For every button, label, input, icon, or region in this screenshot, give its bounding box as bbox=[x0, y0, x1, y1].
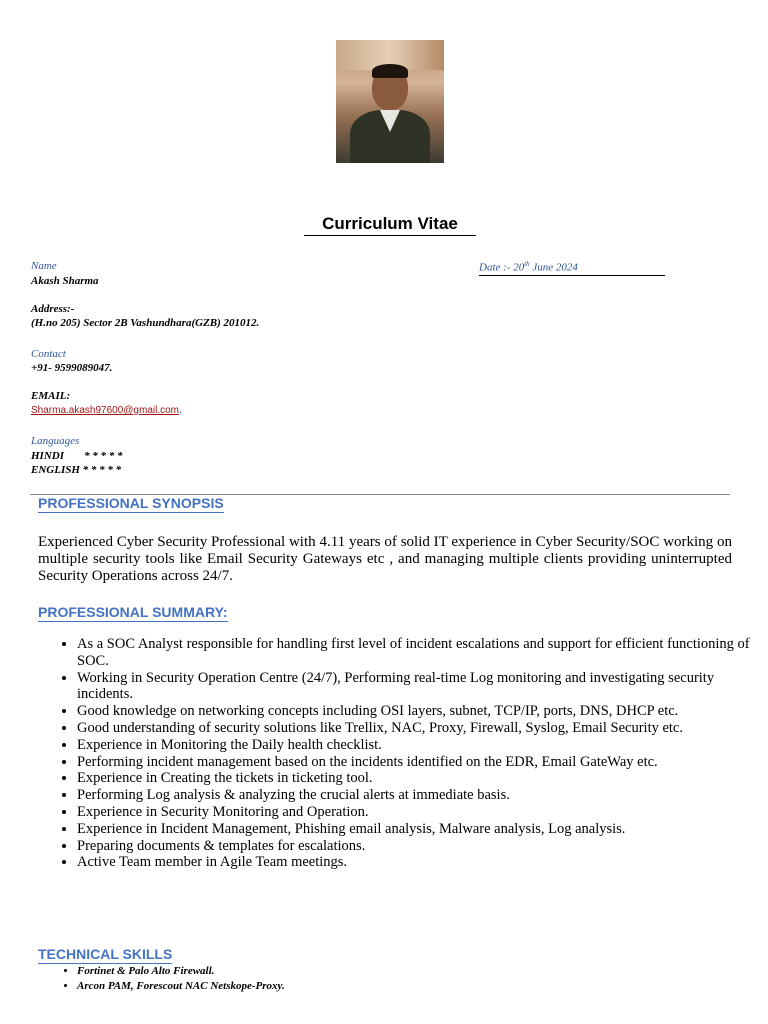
page-title: Curriculum Vitae bbox=[304, 214, 476, 236]
skills-heading: TECHNICAL SKILLS bbox=[38, 946, 173, 962]
list-item: • As a SOC Analyst responsible for handling first level of incident escalations and support for efficient functioning of SOC. bbox=[77, 636, 768, 670]
list-item: • Active Team member in Agile Team meetings. bbox=[77, 854, 768, 871]
list-item: • Experience in Monitoring the Daily health checklist. bbox=[77, 737, 768, 754]
language-item bbox=[31, 464, 121, 476]
address-label: Address:- bbox=[31, 303, 75, 315]
list-item: • Performing Log analysis & analyzing the crucial alerts at immediate basis. bbox=[77, 787, 768, 804]
address-value: (H.no 205) Sector 2B Vashundhara(GZB) 201012. bbox=[31, 317, 260, 329]
profile-photo bbox=[336, 40, 444, 163]
language-rating: * * * * * bbox=[84, 450, 123, 462]
language-item bbox=[31, 450, 123, 462]
language-name: ENGLISH bbox=[31, 464, 80, 476]
summary-list bbox=[38, 636, 768, 871]
name-label: Name bbox=[31, 260, 57, 272]
list-item: • Performing incident management based on the incidents identified on the EDR, Email GateWay etc. bbox=[77, 754, 768, 771]
list-item: • Arcon PAM, Forescout NAC Netskope-Proxy. bbox=[77, 979, 577, 994]
contact-value: +91- 9599089047. bbox=[31, 362, 113, 374]
list-item: • Good understanding of security solutions like Trellix, NAC, Proxy, Firewall, Syslog, Email Security etc. bbox=[77, 720, 768, 737]
date-rest: June 2024 bbox=[529, 261, 578, 274]
photo-hair bbox=[372, 64, 408, 78]
list-item: • Working in Security Operation Centre (24/7), Performing real-time Log monitoring and investigating security incidents. bbox=[77, 670, 768, 704]
skills-list bbox=[38, 964, 577, 994]
list-item: • Fortinet & Palo Alto Firewall. bbox=[77, 964, 577, 979]
languages-label: Languages bbox=[31, 435, 80, 447]
language-rating: * * * * * bbox=[82, 464, 122, 476]
email-suffix: . bbox=[179, 405, 182, 416]
email-link[interactable]: Sharma.akash97600@gmail.com bbox=[31, 405, 180, 416]
contact-label: Contact bbox=[31, 348, 66, 360]
list-item: • Experience in Creating the tickets in ticketing tool. bbox=[77, 770, 768, 787]
language-name: HINDI bbox=[31, 450, 65, 462]
date bbox=[479, 260, 665, 276]
list-item: • Preparing documents & templates for escalations. bbox=[77, 838, 768, 855]
list-item: • Experience in Incident Management, Phishing email analysis, Malware analysis, Log analysis. bbox=[77, 821, 768, 838]
name-value: Akash Sharma bbox=[31, 275, 99, 287]
email-label: EMAIL: bbox=[31, 390, 71, 402]
date-sup: th bbox=[524, 260, 530, 268]
list-item: • Experience in Security Monitoring and Operation. bbox=[77, 804, 768, 821]
summary-heading: PROFESSIONAL SUMMARY: bbox=[38, 604, 228, 620]
synopsis-text: Experienced Cyber Security Professional with 4.11 years of solid IT experience in Cyber Security/SOC working on multiple security tools like Email Security Gateways etc , and managing multiple clients providing uninterrupted Security Operations across 24/7. bbox=[38, 534, 732, 584]
list-item: • Good knowledge on networking concepts including OSI layers, subnet, TCP/IP, ports, DNS, DHCP etc. bbox=[77, 703, 768, 720]
synopsis-heading: PROFESSIONAL SYNOPSIS bbox=[38, 495, 224, 511]
email bbox=[31, 405, 182, 416]
date-label: Date :- 20 bbox=[479, 261, 525, 274]
